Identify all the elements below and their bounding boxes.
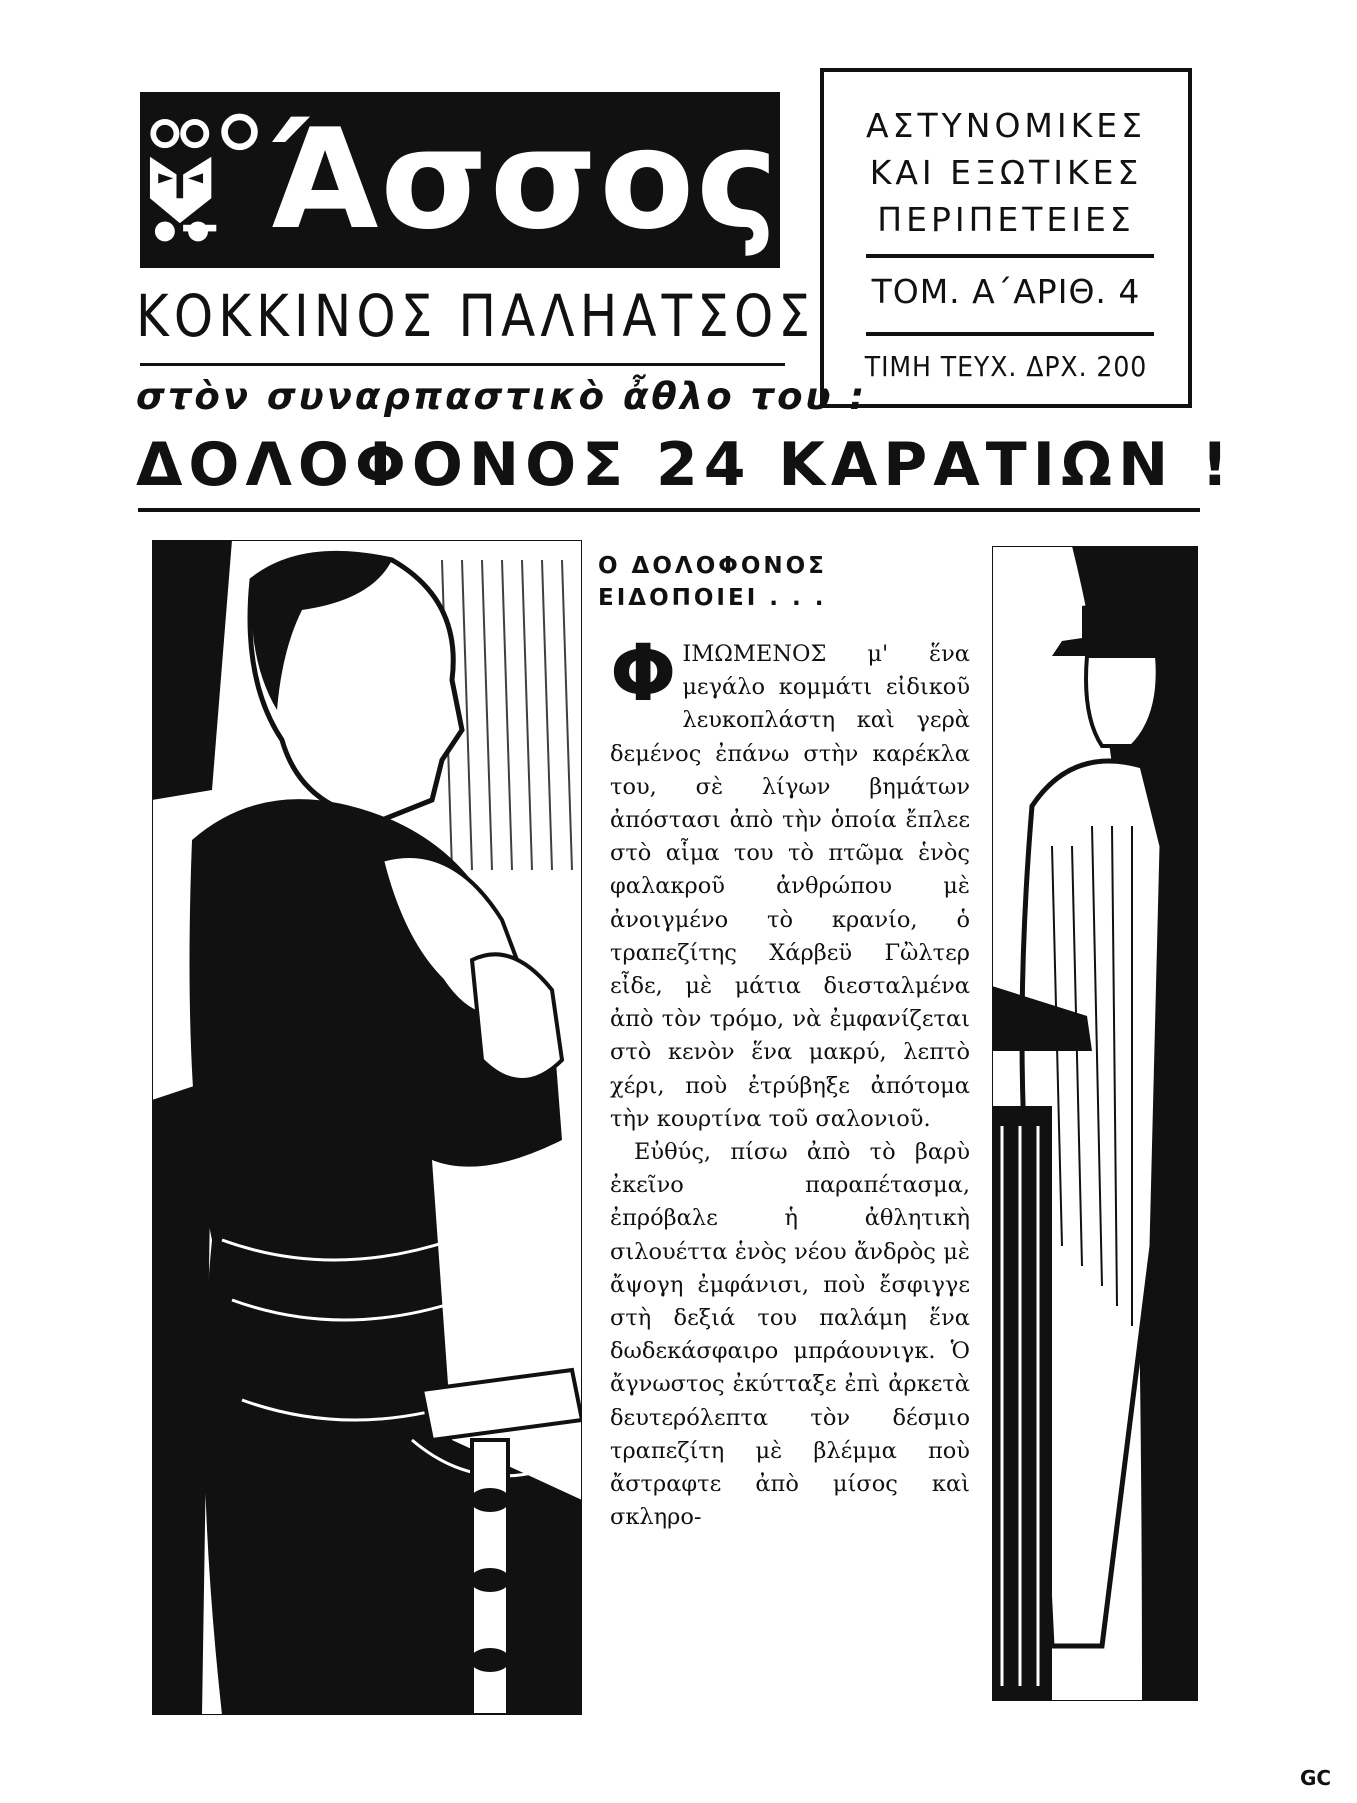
bound-man-illustration [152, 540, 582, 1715]
paragraph [610, 629, 970, 1136]
volume-number: ΤΟΜ. Α΄ΑΡΙΘ. 4 [871, 272, 1141, 311]
genre-text [824, 102, 1188, 243]
divider [866, 254, 1154, 258]
paragraph: Εὐθύς, πίσω ἀπὸ τὸ βαρὺ ἐκεῖνο παραπέτασμα, ἐπρόβαλε ἡ ἀθλητικὴ σιλουέττα ἑνὸς νέου ἄνδρὸς μὲ ἄψογη ἐμφάνισι, ποὺ ἔσφιγγε στὴ δεξιά του παλάμη ἕνα δωδεκάσφαιρο μπράουνιγκ. Ὁ ἄγνωστος ἐκύτταξε ἐπὶ ἀρκετὰ δευτερόλεπτα τὸν δέσμιο τραπεζίτη μὲ βλέμμα ποὺ ἄστραφτε ἀπὸ μίσος καὶ σκληρο- [610, 1139, 970, 1531]
subtitle: στὸν συναρπαστικὸ ἆθλο του : [136, 375, 868, 418]
drop-cap: Φ [610, 629, 677, 719]
divider [140, 363, 785, 366]
genre-line: ΑΣΤΥΝΟΜΙΚΕΣ [866, 106, 1146, 145]
aces-emblem-icon [140, 92, 264, 268]
divider [138, 508, 1200, 512]
artist-signature: GC [1300, 1766, 1332, 1790]
magazine-title: Άσσος [268, 99, 780, 260]
gunman-illustration [992, 546, 1198, 1701]
magazine-logo [140, 92, 780, 268]
paragraph-text: ΙΜΩΜΕΝΟΣ μ' ἕνα μεγάλο κομμάτι εἰδικοῦ λευκοπλάστη καὶ γερὰ δεμένος ἐπάνω στὴν καρέκλα του, σὲ λίγων βημάτων ἀπόστασι ἀπὸ τὴν ὁποία ἔπλεε στὸ αἷμα του τὸ πτῶμα ἑνὸς φαλακροῦ ἀνθρώπου μὲ ἀνοιγμένο τὸ κρανίο, ὁ τραπεζίτης Χάρβεϋ Γὢλτερ εἶδε, μὲ μάτια διεσταλμένα ἀπὸ τὸν τρόμο, νὰ ἐμφανίζεται στὸ κενὸν ἕνα μακρύ, λεπτὸ χέρι, ποὺ ἐτρύβηξε ἀπότομα τὴν κουρτίνα τοῦ σαλονιοῦ. [610, 641, 970, 1132]
story-headline: ΔΟΛΟΦΟΝΟΣ 24 ΚΑΡΑΤΙΩΝ ! [136, 430, 1235, 500]
section-heading: Ο ΔΟΛΟΦΟΝΟΣ ΕΙΔΟΠΟΙΕΙ . . . [598, 553, 827, 611]
divider [866, 332, 1154, 336]
issue-price: ΤΙΜΗ ΤΕΥΧ. ΔΡΧ. 200 [864, 350, 1148, 383]
issue-info-box [820, 68, 1192, 408]
article-body [610, 629, 970, 1534]
genre-line: ΚΑΙ ΕΞΩΤΙΚΕΣ [869, 153, 1143, 192]
series-name: ΚΟΚΚΙΝΟΣ ΠΑΛΗΑΤΣΟΣ [136, 282, 816, 350]
genre-line: ΠΕΡΙΠΕΤΕΙΕΣ [877, 200, 1135, 239]
